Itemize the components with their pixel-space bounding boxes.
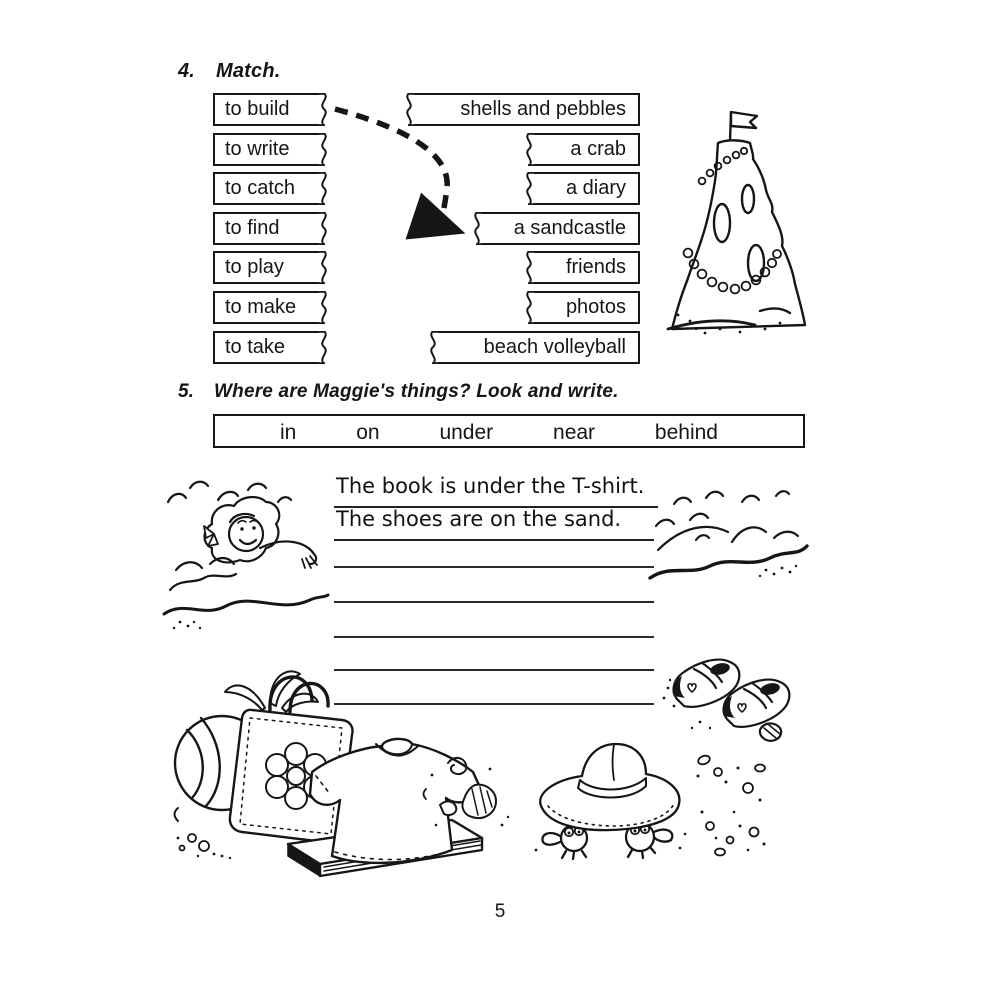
example-sentence: The shoes are on the sand. (334, 507, 654, 541)
torn-edge (317, 291, 331, 324)
match-right-item: a crab (528, 133, 640, 166)
word-bank-item: on (356, 421, 380, 444)
word-bank-item: near (553, 421, 596, 444)
exercise4-number: 4. (178, 60, 195, 82)
exercise5-number: 5. (178, 381, 194, 402)
exercise5-title: Where are Maggie's things? Look and write. (214, 381, 619, 402)
match-left-item: to write (213, 133, 325, 166)
torn-edge (522, 172, 536, 205)
pebbles-illustration (690, 748, 775, 858)
torn-edge (426, 331, 440, 364)
sandcastle-illustration (660, 103, 810, 343)
torn-edge (522, 291, 536, 324)
match-right-item: a sandcastle (476, 212, 640, 245)
word-bank-item: behind (654, 421, 718, 444)
match-right-item: a diary (528, 172, 640, 205)
sea-waves-illustration (646, 486, 811, 586)
answer-line (334, 601, 654, 603)
word-bank-item: under (439, 421, 494, 444)
torn-edge (522, 133, 536, 166)
sun-hat-with-crabs-illustration (530, 730, 690, 860)
match-right-item: beach volleyball (432, 331, 640, 364)
page-number: 5 (494, 901, 506, 922)
torn-edge (522, 251, 536, 284)
match-example-arrow (213, 93, 493, 253)
example-sentence: The book is under the T-shirt. (334, 474, 658, 508)
word-bank (213, 414, 805, 448)
match-right-item: photos (528, 291, 640, 324)
match-right-item: friends (528, 251, 640, 284)
shells-illustration (420, 745, 520, 840)
match-left-item: to play (213, 251, 325, 284)
match-left-item: to take (213, 331, 325, 364)
answer-line (334, 636, 654, 638)
word-bank-item: in (280, 421, 297, 444)
torn-edge (317, 251, 331, 284)
girl-swimming-illustration (160, 472, 335, 634)
match-left-item: to find (213, 212, 325, 245)
match-left-item: to make (213, 291, 325, 324)
exercise4-title: Match. (216, 60, 281, 82)
torn-edge (317, 331, 331, 364)
answer-line (334, 566, 654, 568)
match-left-item: to catch (213, 172, 325, 205)
match-left-item: to build (213, 93, 325, 126)
match-right-item: shells and pebbles (408, 93, 640, 126)
